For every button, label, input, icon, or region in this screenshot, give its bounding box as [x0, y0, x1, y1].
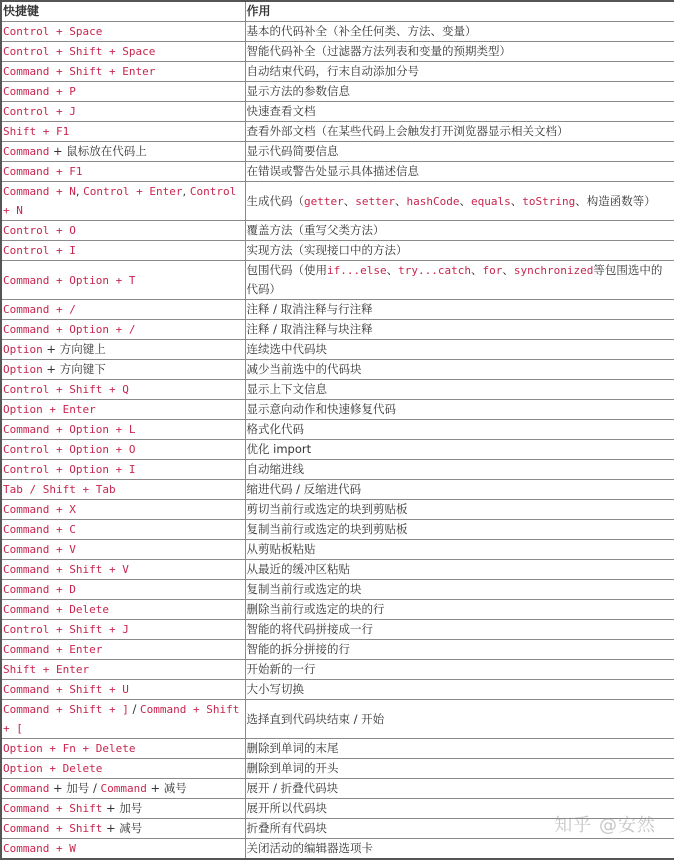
- plain-text: 、: [386, 263, 399, 277]
- shortcut-cell: [1, 580, 245, 600]
- plain-text: 智能的拆分拼接的行: [246, 642, 350, 656]
- shortcut-cell: [1, 221, 245, 241]
- plain-text: 等包围选中的代码）: [246, 263, 663, 296]
- action-cell: [245, 560, 674, 580]
- table-row: [1, 400, 674, 420]
- table-header-row: [1, 1, 674, 22]
- plain-text: 、: [502, 263, 514, 277]
- plain-text: 展开所以代码块: [246, 801, 327, 815]
- plain-text: 在错误或警告处显示具体描述信息: [246, 164, 419, 178]
- code-text: Command + Shift + ]: [3, 703, 129, 716]
- action-cell: [245, 221, 674, 241]
- shortcut-cell: [1, 241, 245, 261]
- code-text: for: [482, 264, 503, 277]
- code-text: Control + Enter: [83, 185, 183, 198]
- code-text: Control + Space: [3, 25, 103, 38]
- table-row: [1, 779, 674, 799]
- plain-text: ,: [182, 184, 190, 198]
- action-cell: [245, 440, 674, 460]
- shortcut-cell: [1, 261, 245, 300]
- table-row: [1, 799, 674, 819]
- code-text: Command + C: [3, 523, 76, 536]
- shortcut-cell: [1, 620, 245, 640]
- table-row: [1, 62, 674, 82]
- plain-text: 显示上下文信息: [246, 382, 327, 396]
- plain-text: 、: [343, 193, 356, 208]
- plain-text: 大小写切换: [246, 682, 304, 696]
- action-cell: [245, 620, 674, 640]
- code-text: Command + F1: [3, 165, 83, 178]
- plain-text: 删除到单词的末尾: [246, 741, 339, 755]
- shortcut-cell: [1, 62, 245, 82]
- code-text: Option: [3, 343, 43, 356]
- action-cell: [245, 400, 674, 420]
- table-row: [1, 241, 674, 261]
- plain-text: 注释 / 取消注释与行注释: [246, 302, 373, 316]
- table-row: [1, 540, 674, 560]
- code-text: Shift + Enter: [3, 663, 90, 676]
- header-action: 作用: [245, 1, 674, 22]
- plain-text: 从剪贴板粘贴: [246, 542, 316, 556]
- action-cell: [245, 380, 674, 400]
- shortcut-cell: [1, 42, 245, 62]
- action-cell: [245, 300, 674, 320]
- action-cell: [245, 799, 674, 819]
- action-cell: [245, 420, 674, 440]
- table-row: [1, 182, 674, 221]
- code-text: Control + N: [3, 185, 237, 217]
- table-row: [1, 520, 674, 540]
- table-row: [1, 261, 674, 300]
- code-text: Command + Shift: [3, 822, 103, 835]
- plain-text: 格式化代码: [246, 422, 304, 436]
- code-text: Control + J: [3, 105, 76, 118]
- code-text: Command + Shift: [3, 802, 103, 815]
- plain-text: 连续选中代码块: [246, 342, 327, 356]
- shortcut-cell: [1, 142, 245, 162]
- code-text: Command + Shift + U: [3, 683, 129, 696]
- code-text: Command + W: [3, 842, 76, 855]
- code-text: toString: [522, 194, 576, 208]
- plain-text: 包围代码（使用: [246, 263, 327, 277]
- table-row: [1, 420, 674, 440]
- action-cell: [245, 102, 674, 122]
- action-cell: [245, 82, 674, 102]
- plain-text: 关闭活动的编辑器选项卡: [246, 841, 373, 855]
- shortcut-cell: [1, 779, 245, 799]
- action-cell: [245, 779, 674, 799]
- plain-text: 实现方法（实现接口中的方法）: [246, 243, 408, 257]
- table-row: [1, 360, 674, 380]
- code-text: Command: [3, 782, 50, 795]
- plain-text: + 加号 /: [49, 781, 101, 795]
- shortcut-cell: [1, 799, 245, 819]
- shortcut-cell: [1, 102, 245, 122]
- code-text: Command + Shift + V: [3, 563, 129, 576]
- plain-text: + 鼠标放在代码上: [49, 144, 147, 158]
- plain-text: 查看外部文档（在某些代码上会触发打开浏览器显示相关文档）: [246, 124, 569, 138]
- plain-text: 智能的将代码拼接成一行: [246, 622, 373, 636]
- plain-text: /: [128, 702, 141, 716]
- action-cell: [245, 759, 674, 779]
- code-text: Command + Option + L: [3, 423, 136, 436]
- action-cell: [245, 142, 674, 162]
- code-text: Command + V: [3, 543, 76, 556]
- table-row: [1, 600, 674, 620]
- table-row: [1, 300, 674, 320]
- action-cell: [245, 700, 674, 739]
- code-text: Control + O: [3, 224, 76, 237]
- shortcut-cell: [1, 300, 245, 320]
- plain-text: 删除当前行或选定的块的行: [246, 602, 385, 616]
- shortcut-cell: [1, 420, 245, 440]
- table-row: [1, 460, 674, 480]
- action-cell: [245, 600, 674, 620]
- code-text: Control + Shift + Space: [3, 45, 156, 58]
- plain-text: 、: [459, 193, 471, 208]
- action-cell: [245, 460, 674, 480]
- code-text: Command + X: [3, 503, 76, 516]
- action-cell: [245, 540, 674, 560]
- action-cell: [245, 660, 674, 680]
- action-cell: [245, 580, 674, 600]
- shortcut-cell: [1, 560, 245, 580]
- table-row: [1, 22, 674, 42]
- plain-text: 展开 / 折叠代码块: [246, 781, 339, 795]
- code-text: setter: [355, 194, 395, 208]
- plain-text: 缩进代码 / 反缩进代码: [246, 482, 362, 496]
- code-text: Command: [3, 145, 50, 158]
- table-row: [1, 660, 674, 680]
- code-text: Command + N: [3, 185, 76, 198]
- plain-text: + 减号: [146, 781, 187, 795]
- shortcut-cell: [1, 320, 245, 340]
- action-cell: [245, 640, 674, 660]
- code-text: Option + Enter: [3, 403, 96, 416]
- plain-text: 生成代码（: [246, 193, 304, 208]
- action-cell: [245, 819, 674, 839]
- table-row: [1, 440, 674, 460]
- table-row: [1, 700, 674, 739]
- code-text: Control + I: [3, 244, 76, 257]
- code-text: try...catch: [398, 264, 471, 277]
- shortcut-cell: [1, 380, 245, 400]
- action-cell: [245, 320, 674, 340]
- plain-text: + 方向键下: [42, 362, 106, 376]
- shortcut-cell: [1, 340, 245, 360]
- action-cell: [245, 680, 674, 700]
- table-row: [1, 640, 674, 660]
- code-text: Command + Delete: [3, 603, 109, 616]
- action-cell: [245, 520, 674, 540]
- shortcut-cell: [1, 82, 245, 102]
- code-text: Command + Option + /: [3, 323, 136, 336]
- shortcut-cell: [1, 600, 245, 620]
- code-text: Command + Option + T: [3, 273, 136, 287]
- shortcut-cell: [1, 739, 245, 759]
- shortcut-cell: [1, 162, 245, 182]
- table-row: [1, 739, 674, 759]
- shortcut-cell: [1, 759, 245, 779]
- table-row: [1, 819, 674, 839]
- action-cell: [245, 241, 674, 261]
- plain-text: 、构造函数等）: [575, 193, 656, 208]
- plain-text: 显示意向动作和快速修复代码: [246, 402, 396, 416]
- shortcut-cell: [1, 700, 245, 739]
- plain-text: 注释 / 取消注释与块注释: [246, 322, 373, 336]
- code-text: Command + Shift + Enter: [3, 65, 156, 78]
- action-cell: [245, 122, 674, 142]
- table-row: [1, 620, 674, 640]
- shortcut-cell: [1, 122, 245, 142]
- plain-text: 自动结束代码，行末自动添加分号: [246, 64, 419, 78]
- table-row: [1, 500, 674, 520]
- table-row: [1, 480, 674, 500]
- plain-text: 折叠所有代码块: [246, 821, 327, 835]
- code-text: hashCode: [406, 194, 460, 208]
- action-cell: [245, 739, 674, 759]
- table-row: [1, 221, 674, 241]
- table-row: [1, 42, 674, 62]
- plain-text: 剪切当前行或选定的块到剪贴板: [246, 502, 408, 516]
- action-cell: [245, 340, 674, 360]
- plain-text: 、: [510, 193, 523, 208]
- plain-text: + 加号: [102, 801, 143, 815]
- shortcut-cell: [1, 182, 245, 221]
- code-text: Command + Enter: [3, 643, 103, 656]
- plain-text: 选择直到代码块结束 / 开始: [246, 711, 385, 726]
- table-row: [1, 380, 674, 400]
- shortcut-cell: [1, 680, 245, 700]
- plain-text: 优化 import: [246, 442, 312, 456]
- shortcut-cell: [1, 500, 245, 520]
- shortcut-cell: [1, 520, 245, 540]
- table-row: [1, 580, 674, 600]
- action-cell: [245, 360, 674, 380]
- action-cell: [245, 42, 674, 62]
- table-row: [1, 142, 674, 162]
- code-text: Control + Shift + Q: [3, 383, 129, 396]
- shortcut-cell: [1, 460, 245, 480]
- plain-text: 开始新的一行: [246, 662, 316, 676]
- code-text: if...else: [327, 264, 387, 277]
- plain-text: 覆盖方法（重写父类方法）: [246, 223, 385, 237]
- table-row: [1, 102, 674, 122]
- table-row: [1, 320, 674, 340]
- table-row: [1, 759, 674, 779]
- shortcut-cell: [1, 22, 245, 42]
- code-text: Command + P: [3, 85, 76, 98]
- plain-text: 基本的代码补全（补全任何类、方法、变量）: [246, 24, 477, 38]
- table-row: [1, 162, 674, 182]
- action-cell: [245, 22, 674, 42]
- code-text: Control + Shift + J: [3, 623, 129, 636]
- plain-text: 、: [470, 263, 483, 277]
- plain-text: + 减号: [102, 821, 143, 835]
- plain-text: 快速查看文档: [246, 104, 316, 118]
- shortcut-cell: [1, 360, 245, 380]
- plain-text: 自动缩进线: [246, 462, 304, 476]
- plain-text: 删除到单词的开头: [246, 761, 339, 775]
- shortcut-cell: [1, 640, 245, 660]
- action-cell: [245, 261, 674, 300]
- plain-text: ,: [75, 184, 84, 198]
- plain-text: + 方向键上: [42, 342, 106, 356]
- shortcut-cell: [1, 540, 245, 560]
- action-cell: [245, 500, 674, 520]
- code-text: synchronized: [513, 264, 594, 277]
- code-text: equals: [470, 194, 511, 208]
- header-shortcut: 快捷键: [1, 1, 245, 22]
- code-text: Option + Fn + Delete: [3, 742, 136, 755]
- watermark: 知乎 @安然: [554, 815, 656, 836]
- table-row: [1, 82, 674, 102]
- plain-text: 从最近的缓冲区粘贴: [246, 562, 350, 576]
- action-cell: [245, 182, 674, 221]
- action-cell: [245, 480, 674, 500]
- shortcut-cell: [1, 819, 245, 839]
- plain-text: 智能代码补全（过滤器方法列表和变量的预期类型）: [246, 44, 511, 58]
- code-text: Control + Option + O: [3, 443, 136, 456]
- table-row: [1, 560, 674, 580]
- table-row: [1, 340, 674, 360]
- action-cell: [245, 162, 674, 182]
- code-text: Tab / Shift + Tab: [3, 483, 116, 496]
- code-text: Shift + F1: [3, 125, 70, 138]
- shortcut-cell: [1, 660, 245, 680]
- table-row: [1, 680, 674, 700]
- plain-text: 减少当前选中的代码块: [246, 362, 362, 376]
- plain-text: 显示方法的参数信息: [246, 84, 350, 98]
- code-text: Option + Delete: [3, 762, 103, 775]
- plain-text: 显示代码简要信息: [246, 144, 339, 158]
- table-row: [1, 122, 674, 142]
- shortcut-cell: [1, 480, 245, 500]
- code-text: Control + Option + I: [3, 463, 136, 476]
- code-text: Command: [100, 782, 147, 795]
- code-text: Command + D: [3, 583, 76, 596]
- plain-text: 复制当前行或选定的块: [246, 582, 362, 596]
- shortcut-cell: [1, 440, 245, 460]
- code-text: Command + Shift + [: [3, 703, 240, 735]
- shortcut-cell: [1, 400, 245, 420]
- plain-text: 复制当前行或选定的块到剪贴板: [246, 522, 408, 536]
- action-cell: [245, 62, 674, 82]
- table-body: [1, 22, 674, 860]
- code-text: getter: [304, 194, 344, 208]
- code-text: Option: [3, 363, 43, 376]
- code-text: Command + /: [3, 303, 76, 316]
- plain-text: 、: [395, 193, 407, 208]
